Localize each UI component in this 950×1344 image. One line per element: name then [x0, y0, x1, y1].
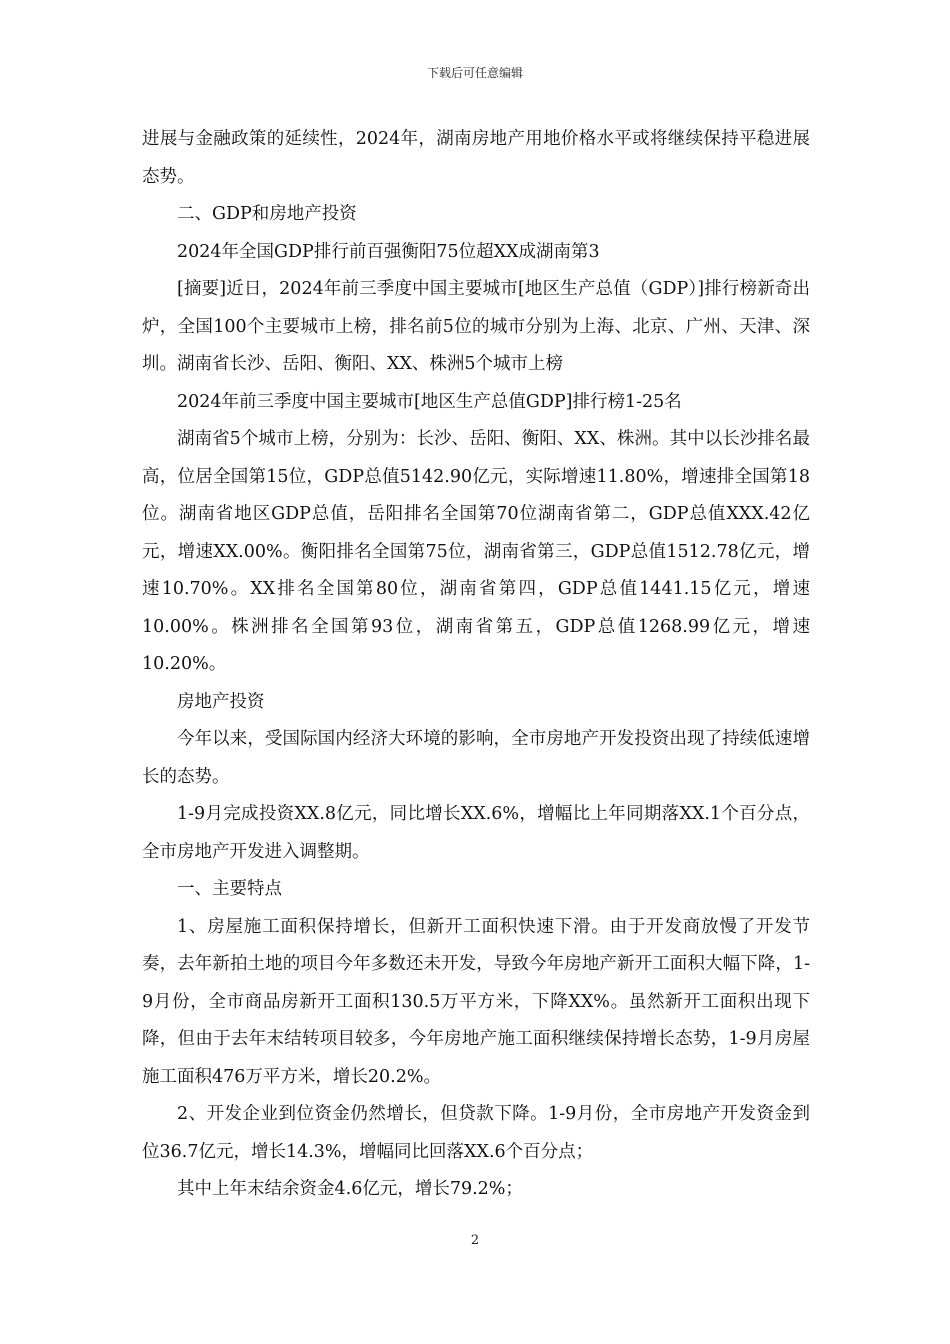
- paragraph: 1-9月完成投资XX.8亿元，同比增长XX.6%，增幅比上年同期落XX.1个百分点，全市房地产开发进入调整期。: [142, 804, 810, 862]
- subheading: 房地产投资: [177, 691, 265, 712]
- paragraph: 今年以来，受国际国内经济大环境的影响，全市房地产开发投资出现了持续低速增长的态势。: [142, 729, 810, 787]
- paragraph: 其中上年末结余资金4.6亿元，增长79.2%；: [177, 1179, 523, 1199]
- section-heading: 一、主要特点: [177, 879, 282, 899]
- paragraph: 湖南省5个城市上榜，分别为：长沙、岳阳、衡阳、XX、株洲。其中以长沙排名最高，位居全国第15位，GDP总值5142.90亿元，实际增速11.80%，增速排全国第18位。湖南省地区GDP总值，岳阳排名全国第70位湖南省第二，GDP总值XXX.42亿元，增速XX.00%。衡阳排名全国第75位，湖南省第三，GDP总值1512.78亿元，增速10.70%。XX排名全国第80位，湖南省第四，GDP总值1441.15亿元，增速10.00%。株洲排名全国第93位，湖南省第五，GDP总值1268.99亿元，增速10.20%。: [142, 429, 810, 674]
- table-caption: 2024年前三季度中国主要城市[地区生产总值GDP]排行榜1-25名: [177, 391, 682, 412]
- header-note: 下载后可任意编辑: [426, 66, 523, 80]
- section-heading: 二、GDP和房地产投资: [177, 204, 357, 224]
- paragraph: 2、开发企业到位资金仍然增长，但贷款下降。1-9月份，全市房地产开发资金到位36.7亿元，增长14.3%，增幅同比回落XX.6个百分点；: [142, 1104, 810, 1162]
- paragraph: 进展与金融政策的延续性，2024年，湖南房地产用地价格水平或将继续保持平稳进展态势。: [142, 129, 810, 187]
- article-title: 2024年全国GDP排行前百强衡阳75位超XX成湖南第3: [177, 241, 600, 262]
- paragraph: [摘要]近日，2024年前三季度中国主要城市[地区生产总值（GDP）]排行榜新奇出炉，全国100个主要城市上榜，排名前5位的城市分别为上海、北京、广州、天津、深圳。湖南省长沙、岳阳、衡阳、XX、株洲5个城市上榜: [142, 279, 810, 374]
- document-body: [142, 121, 810, 1209]
- page-number: 2: [470, 1233, 480, 1248]
- paragraph: 1、房屋施工面积保持增长，但新开工面积快速下滑。由于开发商放慢了开发节奏，去年新拍土地的项目今年多数还未开发，导致今年房地产新开工面积大幅下降，1-9月份，全市商品房新开工面积130.5万平方米，下降XX%。虽然新开工面积出现下降，但由于去年末结转项目较多，今年房地产施工面积继续保持增长态势，1-9月房屋施工面积476万平方米，增长20.2%。: [142, 916, 810, 1087]
